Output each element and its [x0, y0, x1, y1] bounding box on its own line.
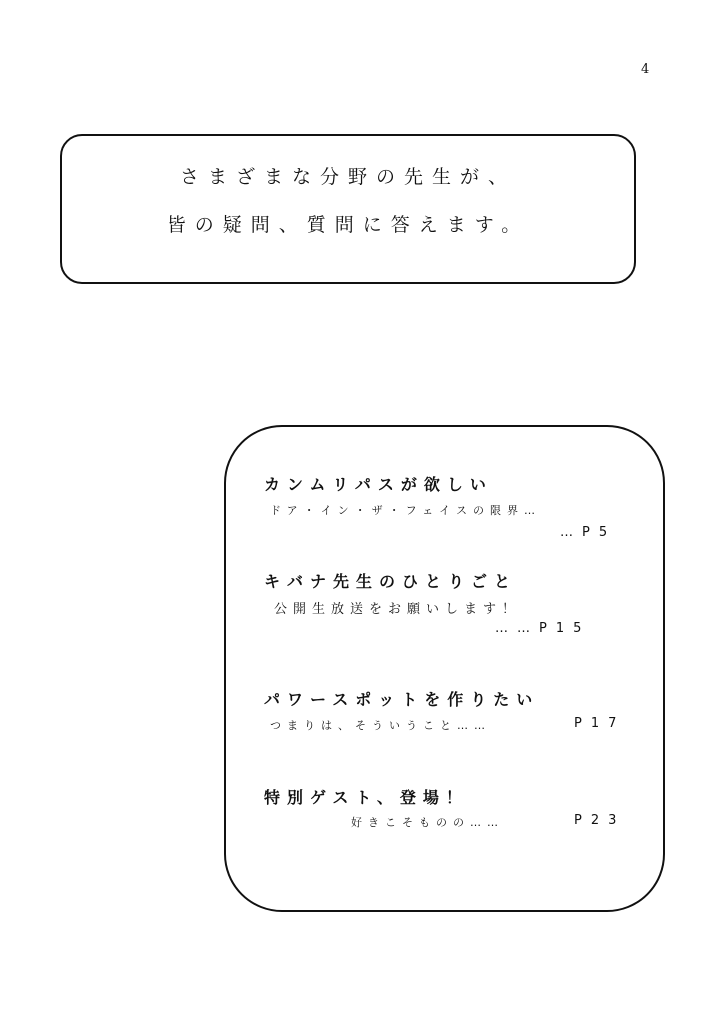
toc-entry-page: …P5 [560, 525, 617, 540]
table-of-contents [224, 425, 665, 912]
toc-entry-page: P23 [574, 813, 626, 828]
toc-entry-subtitle: 好きこそものの…… [351, 816, 504, 829]
intro-line-1: さまざまな分野の先生が、 [179, 166, 516, 188]
toc-entry-title[interactable]: 特別ゲスト、登場！ [264, 788, 469, 807]
intro-box [60, 134, 636, 284]
toc-entry-page: ……P15 [495, 621, 591, 636]
toc-entry-subtitle: ドア・イン・ザ・フェイスの限界… [270, 504, 542, 517]
toc-entry-page: P17 [574, 716, 626, 731]
toc-entry-subtitle: つまりは、そういうこと…… [270, 719, 491, 732]
toc-entry-subtitle: 公開生放送をお願いします！ [274, 602, 522, 617]
toc-entry-title[interactable]: カンムリパスが欲しい [264, 475, 493, 494]
page-number: 4 [641, 62, 650, 77]
intro-line-2: 皆の疑問、質問に答えます。 [166, 214, 530, 236]
toc-entry-title[interactable]: キバナ先生のひとりごと [264, 572, 518, 591]
toc-entry-title[interactable]: パワースポットを作りたい [264, 690, 540, 709]
